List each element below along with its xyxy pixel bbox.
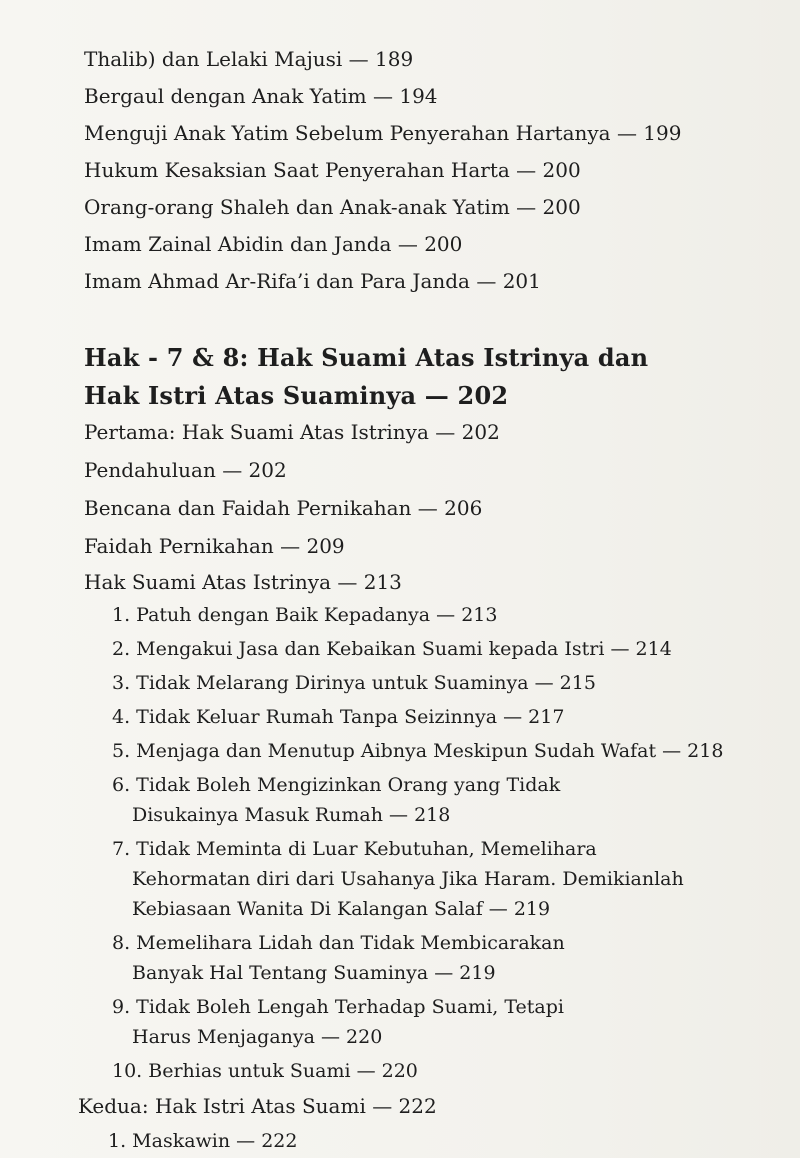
toc-item: 4. Tidak Keluar Rumah Tanpa Seizinnya — 217 — [112, 706, 565, 728]
toc-line: Hukum Kesaksian Saat Penyerahan Harta — 200 — [84, 158, 581, 182]
chapter-title-line-1: Hak - 7 & 8: Hak Suami Atas Istrinya dan — [84, 343, 649, 372]
toc-item-continuation: Disukainya Masuk Rumah — 218 — [132, 804, 451, 826]
section-heading: Pertama: Hak Suami Atas Istrinya — 202 — [84, 420, 500, 444]
toc-item: 3. Tidak Melarang Dirinya untuk Suaminya — 215 — [112, 672, 596, 694]
toc-line: Imam Zainal Abidin dan Janda — 200 — [84, 232, 463, 256]
toc-item: 5. Menjaga dan Menutup Aibnya Meskipun Sudah Wafat — 218 — [112, 740, 724, 762]
toc-item-continuation: Banyak Hal Tentang Suaminya — 219 — [132, 962, 496, 984]
toc-item-continuation: Kehormatan diri dari Usahanya Jika Haram. Demikianlah — [132, 868, 684, 890]
toc-line: Orang-orang Shaleh dan Anak-anak Yatim — 200 — [84, 195, 581, 219]
section-heading: Kedua: Hak Istri Atas Suami — 222 — [78, 1094, 437, 1118]
section-heading: Faidah Pernikahan — 209 — [84, 534, 345, 558]
toc-item: 6. Tidak Boleh Mengizinkan Orang yang Tidak — [112, 774, 561, 796]
toc-item: 10. Berhias untuk Suami — 220 — [112, 1060, 418, 1082]
section-heading: Bencana dan Faidah Pernikahan — 206 — [84, 496, 483, 520]
toc-line: Bergaul dengan Anak Yatim — 194 — [84, 84, 438, 108]
toc-item: 9. Tidak Boleh Lengah Terhadap Suami, Tetapi — [112, 996, 565, 1018]
toc-item: 7. Tidak Meminta di Luar Kebutuhan, Memelihara — [112, 838, 597, 860]
toc-item: 2. Mengakui Jasa dan Kebaikan Suami kepada Istri — 214 — [112, 638, 672, 660]
toc-line: Menguji Anak Yatim Sebelum Penyerahan Hartanya — 199 — [84, 121, 682, 145]
toc-line: Thalib) dan Lelaki Majusi — 189 — [84, 47, 414, 71]
toc-line: Imam Ahmad Ar-Rifa’i dan Para Janda — 201 — [84, 269, 541, 293]
section-heading: Hak Suami Atas Istrinya — 213 — [84, 570, 402, 594]
chapter-title-line-2: Hak Istri Atas Suaminya — 202 — [84, 381, 509, 410]
toc-item-continuation: Harus Menjaganya — 220 — [132, 1026, 383, 1048]
toc-item: 1. Maskawin — 222 — [108, 1130, 298, 1152]
bleed-through-text — [640, 30, 800, 850]
toc-item: 8. Memelihara Lidah dan Tidak Membicarakan — [112, 932, 565, 954]
section-heading: Pendahuluan — 202 — [84, 458, 287, 482]
toc-item: 1. Patuh dengan Baik Kepadanya — 213 — [112, 604, 498, 626]
toc-item-continuation: Kebiasaan Wanita Di Kalangan Salaf — 219 — [132, 898, 551, 920]
